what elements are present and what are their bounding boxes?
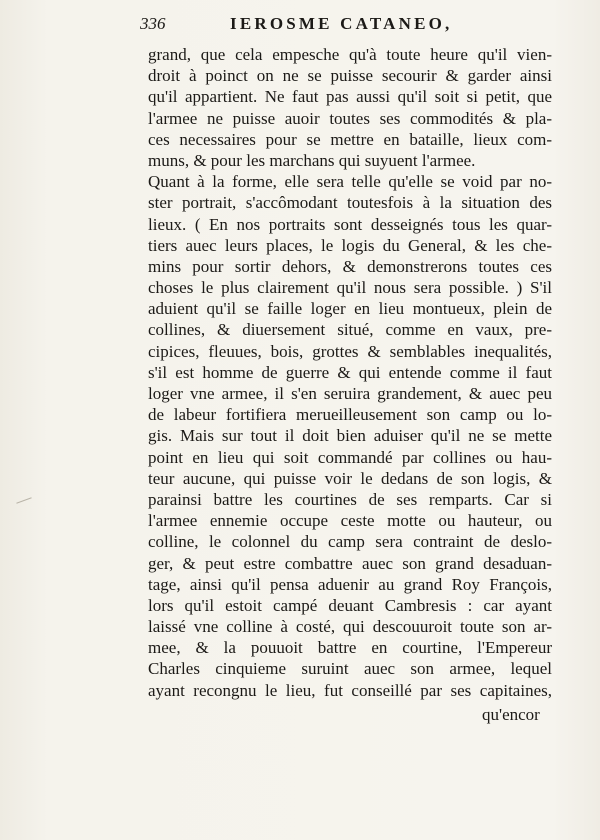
text-line: ces necessaires pour se mettre en bataille, lieux com- [148, 129, 552, 149]
text-line: tage, ainsi qu'il pensa aduenir au grand Roy François, [148, 574, 552, 594]
text-line: parainsi battre les courtines de ses remparts. Car si [148, 489, 552, 509]
text-line: ger, & peut estre combattre auec son grand desaduan- [148, 553, 552, 573]
text-line: point en lieu qui soit commandé par collines ou hau- [148, 447, 552, 467]
running-head [140, 14, 560, 36]
catchword: qu'encor [482, 705, 540, 724]
text-line: teur aucune, qui puisse voir le dedans de son logis, & [148, 468, 552, 488]
text-line: loger vne armee, il s'en seruira grandement, & auec peu [148, 384, 552, 403]
text-line: de labeur fortifiera merueilleusement son camp ou lo- [148, 405, 552, 425]
text-line: colline, le colonnel du camp sera contraint de deslo- [148, 532, 552, 552]
text-line: gis. Mais sur tout il doit bien aduiser qu'il ne se mette [148, 426, 552, 446]
body-text [148, 44, 552, 701]
text-line: s'il est homme de guerre & qui entende comme il faut [148, 362, 552, 382]
text-line: laissé vne colline à costé, qui descouuroit toute son ar- [148, 617, 552, 637]
text-line: lieux. ( En nos portraits sont desseignés tous les quar- [148, 214, 552, 234]
text-line: grand, que cela empesche qu'à toute heure qu'il vien- [148, 45, 552, 64]
text-line: collines, & diuersement situé, comme en vaux, pre- [148, 320, 552, 340]
text-line: mins pour sortir dehors, & demonstrerons toutes ces [148, 256, 552, 276]
text-line: choses le plus clairement qu'il nous sera possible. ) S'il [148, 278, 552, 298]
text-line: muns, & pour les marchans qui suyuent l'armee. [148, 150, 476, 170]
text-line: droit à poinct on ne se puisse secourir & garder ainsi [148, 66, 552, 86]
margin-mark [16, 497, 31, 503]
text-line: tiers auec leurs places, le logis du General, & les che- [148, 235, 552, 255]
text-line: qu'il appartient. Ne faut pas aussi qu'il soit si petit, que [148, 87, 552, 107]
page-number: 336 [140, 14, 166, 33]
text-line: mee, & la pouuoit battre en courtine, l'Empereur [148, 638, 552, 658]
text-line: Quant à la forme, elle sera telle qu'elle se void par no- [148, 172, 552, 192]
text-line: ayant recongnu le lieu, fut conseillé par ses capitaines, [148, 680, 552, 700]
text-line: ster portrait, s'accômodant toutesfois à la situation des [148, 193, 552, 213]
text-line: aduient qu'il se faille loger en lieu montueux, plein de [148, 299, 552, 319]
text-line: Charles cinquieme suruint auec son armee, lequel [148, 659, 552, 679]
text-line: cipices, fleuues, bois, grottes & semblables inequalités, [148, 341, 552, 361]
text-line: lors qu'il estoit campé deuant Cambresis : car ayant [148, 595, 552, 615]
text-line: l'armee ne puisse auoir toutes ses commodités & pla- [148, 108, 552, 128]
text-line: l'armee ennemie occupe ceste motte ou hauteur, ou [148, 511, 552, 531]
running-title: IEROSME CATANEO, [230, 14, 453, 33]
